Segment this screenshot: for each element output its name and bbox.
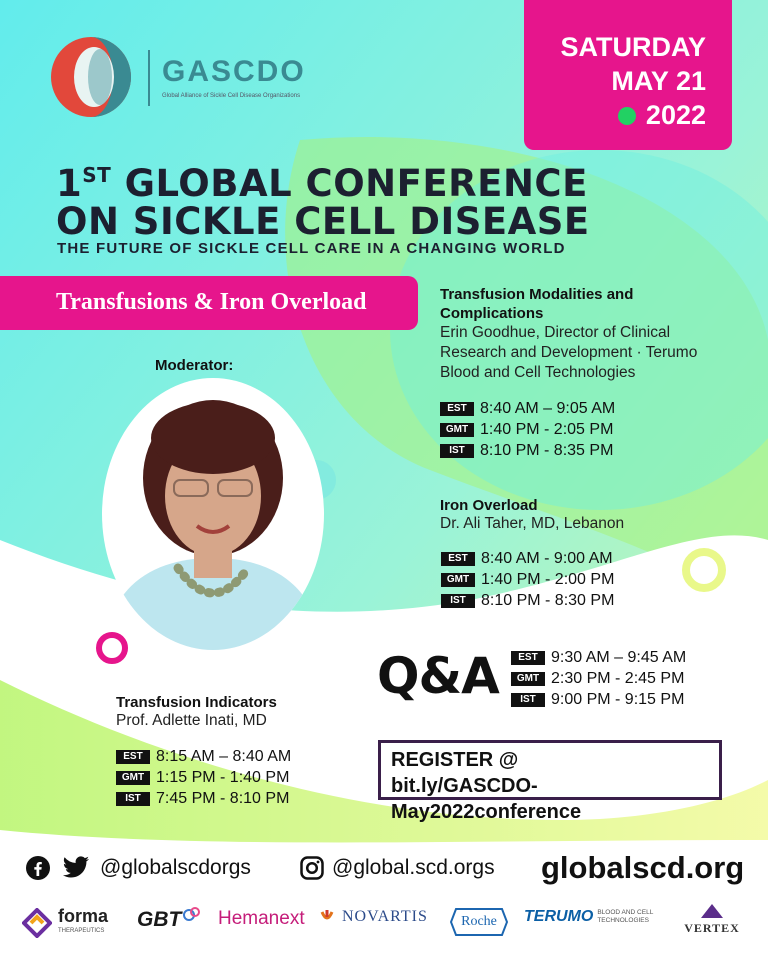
- time-range: 8:10 PM - 8:35 PM: [480, 442, 614, 459]
- talk-speaker: Dr. Ali Taher, MD, Lebanon: [440, 515, 625, 532]
- terumo-sub2: TECHNOLOGIES: [597, 917, 649, 924]
- timezone-badge: GMT: [440, 423, 474, 437]
- time-range: 8:40 AM – 9:05 AM: [480, 400, 616, 417]
- sponsor-gbt: [137, 908, 202, 932]
- talk-title: Transfusion Modalities and Complications: [440, 286, 634, 322]
- green-dot-icon: [618, 107, 636, 125]
- terumo-sub1: BLOOD AND CELL: [597, 909, 654, 916]
- register-link[interactable]: bit.ly/GASCDO-May2022conference: [391, 775, 582, 823]
- qa-label: Q&A: [377, 647, 499, 705]
- time-range: 1:15 PM - 1:40 PM: [156, 769, 290, 786]
- timezone-badge: IST: [440, 444, 474, 458]
- sponsor-roche: [450, 908, 508, 936]
- social-fb-tw: [26, 856, 251, 880]
- twitter-icon[interactable]: [62, 856, 90, 880]
- talk-speaker: Erin Goodhue, Director of Clinical Research and Development · Terumo Blood and Cell Technologies: [440, 324, 698, 381]
- register-label: REGISTER @: [391, 749, 519, 771]
- terumo-name: TERUMO: [524, 908, 594, 925]
- social-handle[interactable]: @global.scd.orgs: [332, 856, 495, 879]
- instagram-icon[interactable]: [300, 856, 324, 880]
- time-range: 8:10 PM - 8:30 PM: [481, 592, 615, 609]
- register-box[interactable]: [378, 740, 722, 823]
- sponsor-terumo: [524, 908, 653, 926]
- session-banner: Transfusions & Iron Overload: [0, 276, 418, 330]
- qa-schedule: [511, 647, 686, 710]
- time-range: 2:30 PM - 2:45 PM: [551, 670, 685, 687]
- date-box: [524, 0, 732, 150]
- logo-subtitle: Global Alliance of Sickle Cell Disease Organizations: [162, 93, 301, 99]
- time-range: 8:40 AM - 9:00 AM: [481, 550, 613, 567]
- sponsor-forma: [22, 905, 109, 938]
- time-range: 9:00 PM - 9:15 PM: [551, 691, 685, 708]
- gbt-logo-icon: [182, 905, 202, 925]
- time-range: 1:40 PM - 2:05 PM: [480, 421, 614, 438]
- moderator-label: Moderator:: [155, 357, 234, 374]
- forma-sub: THERAPEUTICS: [58, 927, 105, 934]
- talk-title: Transfusion Indicators: [116, 694, 277, 711]
- title-line1: GLOBAL CONFERENCE: [111, 162, 588, 205]
- vertex-triangle-icon: [701, 904, 723, 918]
- logo-divider: [148, 50, 150, 106]
- sponsor-vertex: [677, 904, 747, 936]
- timezone-badge: GMT: [511, 672, 545, 686]
- timezone-badge: EST: [511, 651, 545, 665]
- timezone-badge: IST: [511, 693, 545, 707]
- novartis-logo-icon: [318, 908, 336, 926]
- talk-3: [116, 694, 376, 731]
- gbt-name: GBT: [137, 908, 182, 931]
- timezone-badge: EST: [441, 552, 475, 566]
- time-range: 7:45 PM - 8:10 PM: [156, 790, 290, 807]
- facebook-icon[interactable]: [26, 856, 50, 880]
- time-range: 1:40 PM - 2:00 PM: [481, 571, 615, 588]
- forma-name: forma: [58, 905, 109, 926]
- moderator-photo: [102, 378, 324, 650]
- gascdo-logo-icon: [50, 36, 132, 118]
- sponsor-novartis: [318, 908, 428, 926]
- time-range: 8:15 AM – 8:40 AM: [156, 748, 292, 765]
- talk-title: Iron Overload: [440, 497, 538, 514]
- talk-1: [440, 285, 740, 383]
- roche-name: Roche: [461, 914, 497, 929]
- logo-name: GASCDO: [162, 55, 306, 88]
- timezone-badge: GMT: [116, 771, 150, 785]
- website-link[interactable]: globalscd.org: [541, 850, 745, 885]
- timezone-badge: IST: [116, 792, 150, 806]
- talk-1-schedule: [440, 398, 615, 461]
- timezone-badge: EST: [116, 750, 150, 764]
- timezone-badge: IST: [441, 594, 475, 608]
- date-day: SATURDAY: [560, 32, 706, 62]
- talk-2-schedule: [441, 548, 614, 611]
- social-ig: [300, 856, 495, 880]
- talk-2: [440, 497, 740, 534]
- time-range: 9:30 AM – 9:45 AM: [551, 649, 687, 666]
- timezone-badge: GMT: [441, 573, 475, 587]
- sponsor-hemanext: Hemanext: [218, 908, 305, 929]
- talk-3-schedule: [116, 746, 291, 809]
- date-year: 2022: [645, 100, 706, 130]
- novartis-name: NOVARTIS: [342, 908, 428, 925]
- vertex-name: VERTEX: [684, 921, 740, 935]
- date-month: MAY 21: [611, 66, 706, 96]
- talk-speaker: Prof. Adlette Inati, MD: [116, 712, 267, 729]
- title-ordinal-suffix: ST: [82, 163, 112, 187]
- forma-logo-icon: [22, 908, 52, 938]
- timezone-badge: EST: [440, 402, 474, 416]
- title-line2: ON SICKLE CELL DISEASE: [56, 200, 590, 243]
- conference-title: [56, 156, 590, 241]
- social-handle[interactable]: @globalscdorgs: [100, 856, 251, 879]
- conference-subtitle: THE FUTURE OF SICKLE CELL CARE IN A CHANGING WORLD: [57, 240, 566, 257]
- title-ordinal: 1: [56, 162, 83, 205]
